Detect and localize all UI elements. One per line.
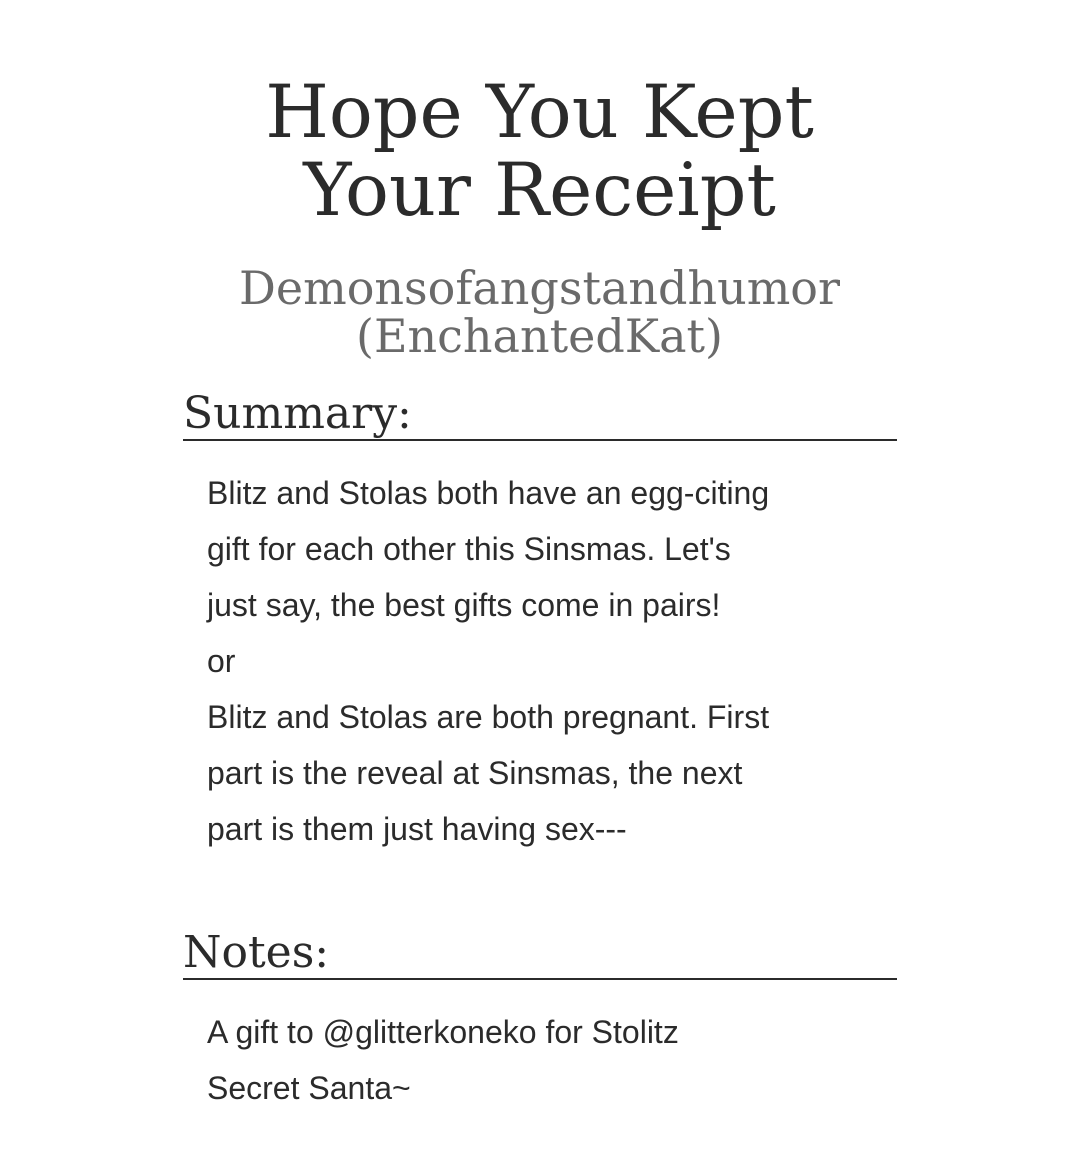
summary-line: part is them just having sex--- bbox=[207, 811, 627, 847]
summary-heading: Summary: bbox=[183, 389, 897, 441]
summary-line: or bbox=[207, 643, 236, 679]
summary-line: Blitz and Stolas are both pregnant. First bbox=[207, 699, 770, 735]
work-title-line: Your Receipt bbox=[303, 148, 776, 233]
summary-line: just say, the best gifts come in pairs! bbox=[207, 587, 721, 623]
work-author[interactable] bbox=[0, 261, 1079, 363]
summary-line: Blitz and Stolas both have an egg-citing bbox=[207, 475, 770, 511]
author-name: Demonsofangstandhumor bbox=[238, 261, 840, 315]
work-title-line: Hope You Kept bbox=[265, 70, 814, 155]
summary-line: part is the reveal at Sinsmas, the next bbox=[207, 755, 743, 791]
notes-text bbox=[207, 1004, 887, 1116]
notes-line: A gift to @glitterkoneko for Stolitz bbox=[207, 1014, 679, 1050]
summary-text bbox=[207, 465, 887, 857]
author-pseud: (EnchantedKat) bbox=[356, 309, 723, 363]
summary-line: gift for each other this Sinsmas. Let's bbox=[207, 531, 731, 567]
notes-line: Secret Santa~ bbox=[207, 1070, 411, 1106]
notes-heading: Notes: bbox=[183, 928, 897, 980]
work-title bbox=[0, 70, 1079, 233]
